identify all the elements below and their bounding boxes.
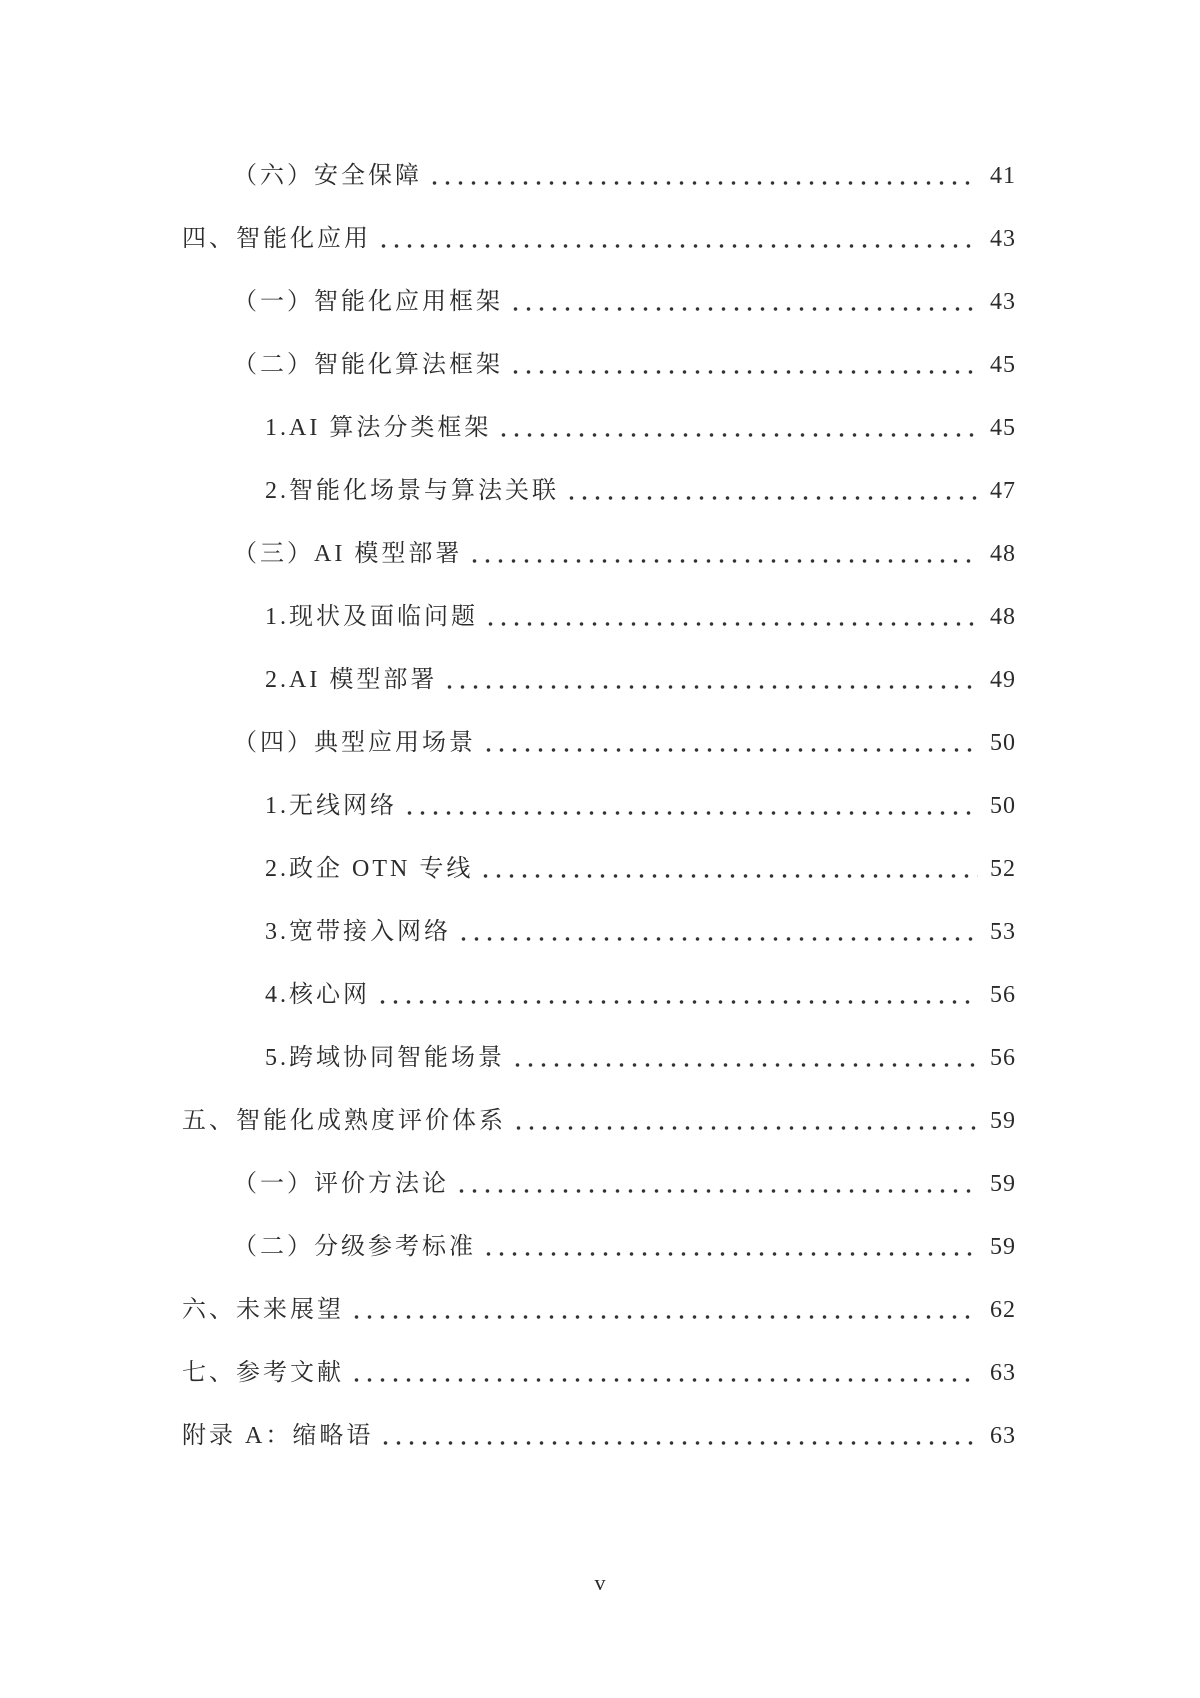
dot-leader [350,1377,978,1383]
toc-entry [182,775,1016,838]
dot-leader [482,1251,978,1257]
toc-entry-title: 五、智能化成熟度评价体系 [182,1108,506,1134]
dot-leader [479,873,978,879]
toc-entry [182,712,1016,775]
toc-entry-page: 45 [990,352,1016,378]
toc-entry-page: 45 [990,415,1016,441]
table-of-contents [182,145,1016,1468]
toc-entry-title: 1.无线网络 [265,793,397,819]
dot-leader [511,1062,978,1068]
dot-leader [379,1440,978,1446]
toc-entry [182,1342,1016,1405]
toc-entry-title: 1.现状及面临问题 [265,604,478,630]
toc-entry-page: 43 [990,226,1016,252]
toc-entry-title: 四、智能化应用 [182,226,371,252]
toc-entry [182,1153,1016,1216]
toc-entry-page: 63 [990,1360,1016,1386]
dot-leader [497,432,978,438]
toc-entry-title: 2.AI 模型部署 [265,667,438,693]
toc-entry-page: 59 [990,1234,1016,1260]
toc-entry-page: 43 [990,289,1016,315]
toc-entry [182,1279,1016,1342]
dot-leader [428,180,978,186]
toc-entry [182,586,1016,649]
toc-entry-title: 1.AI 算法分类框架 [265,415,492,441]
toc-entry [182,838,1016,901]
toc-entry-title: （二）智能化算法框架 [233,352,503,378]
dot-leader [484,621,978,627]
toc-entry-page: 49 [990,667,1016,693]
toc-entry-page: 41 [990,163,1016,189]
page-number: v [594,1570,606,1595]
dot-leader [350,1314,978,1320]
toc-entry-title: （三）AI 模型部署 [233,541,463,567]
dot-leader [443,684,978,690]
toc-entry-page: 48 [990,541,1016,567]
toc-entry-title: 4.核心网 [265,982,370,1008]
toc-entry-title: （一）评价方法论 [233,1171,449,1197]
toc-entry [182,145,1016,208]
toc-entry-title: （二）分级参考标准 [233,1234,476,1260]
toc-entry-title: （六）安全保障 [233,163,422,189]
toc-entry [182,1216,1016,1279]
dot-leader [482,747,978,753]
dot-leader [509,369,978,375]
toc-entry [182,460,1016,523]
toc-entry-title: （一）智能化应用框架 [233,289,503,315]
dot-leader [512,1125,978,1131]
dot-leader [377,243,978,249]
toc-entry-title: 附录 A：缩略语 [182,1423,374,1449]
toc-entry [182,397,1016,460]
toc-entry-page: 59 [990,1171,1016,1197]
toc-entry-page: 62 [990,1297,1016,1323]
dot-leader [468,558,978,564]
toc-entry-page: 52 [990,856,1016,882]
dot-leader [403,810,978,816]
toc-entry-page: 63 [990,1423,1016,1449]
toc-entry [182,523,1016,586]
toc-entry [182,271,1016,334]
toc-entry [182,1405,1016,1468]
toc-entry [182,334,1016,397]
toc-entry-title: 七、参考文献 [182,1360,344,1386]
toc-entry-page: 48 [990,604,1016,630]
toc-entry [182,1090,1016,1153]
toc-entry-title: （四）典型应用场景 [233,730,476,756]
toc-entry-page: 50 [990,730,1016,756]
toc-entry-page: 56 [990,982,1016,1008]
toc-entry [182,649,1016,712]
dot-leader [376,999,978,1005]
toc-entry-title: 2.政企 OTN 专线 [265,856,474,882]
toc-entry-title: 六、未来展望 [182,1297,344,1323]
toc-entry [182,208,1016,271]
toc-entry [182,901,1016,964]
toc-entry-page: 59 [990,1108,1016,1134]
toc-entry-title: 3.宽带接入网络 [265,919,451,945]
dot-leader [455,1188,978,1194]
dot-leader [565,495,978,501]
toc-entry [182,964,1016,1027]
toc-entry-page: 50 [990,793,1016,819]
toc-entry-title: 2.智能化场景与算法关联 [265,478,559,504]
toc-entry [182,1027,1016,1090]
toc-entry-title: 5.跨域协同智能场景 [265,1045,505,1071]
toc-entry-page: 53 [990,919,1016,945]
dot-leader [509,306,978,312]
dot-leader [457,936,978,942]
toc-entry-page: 56 [990,1045,1016,1071]
toc-entry-page: 47 [990,478,1016,504]
